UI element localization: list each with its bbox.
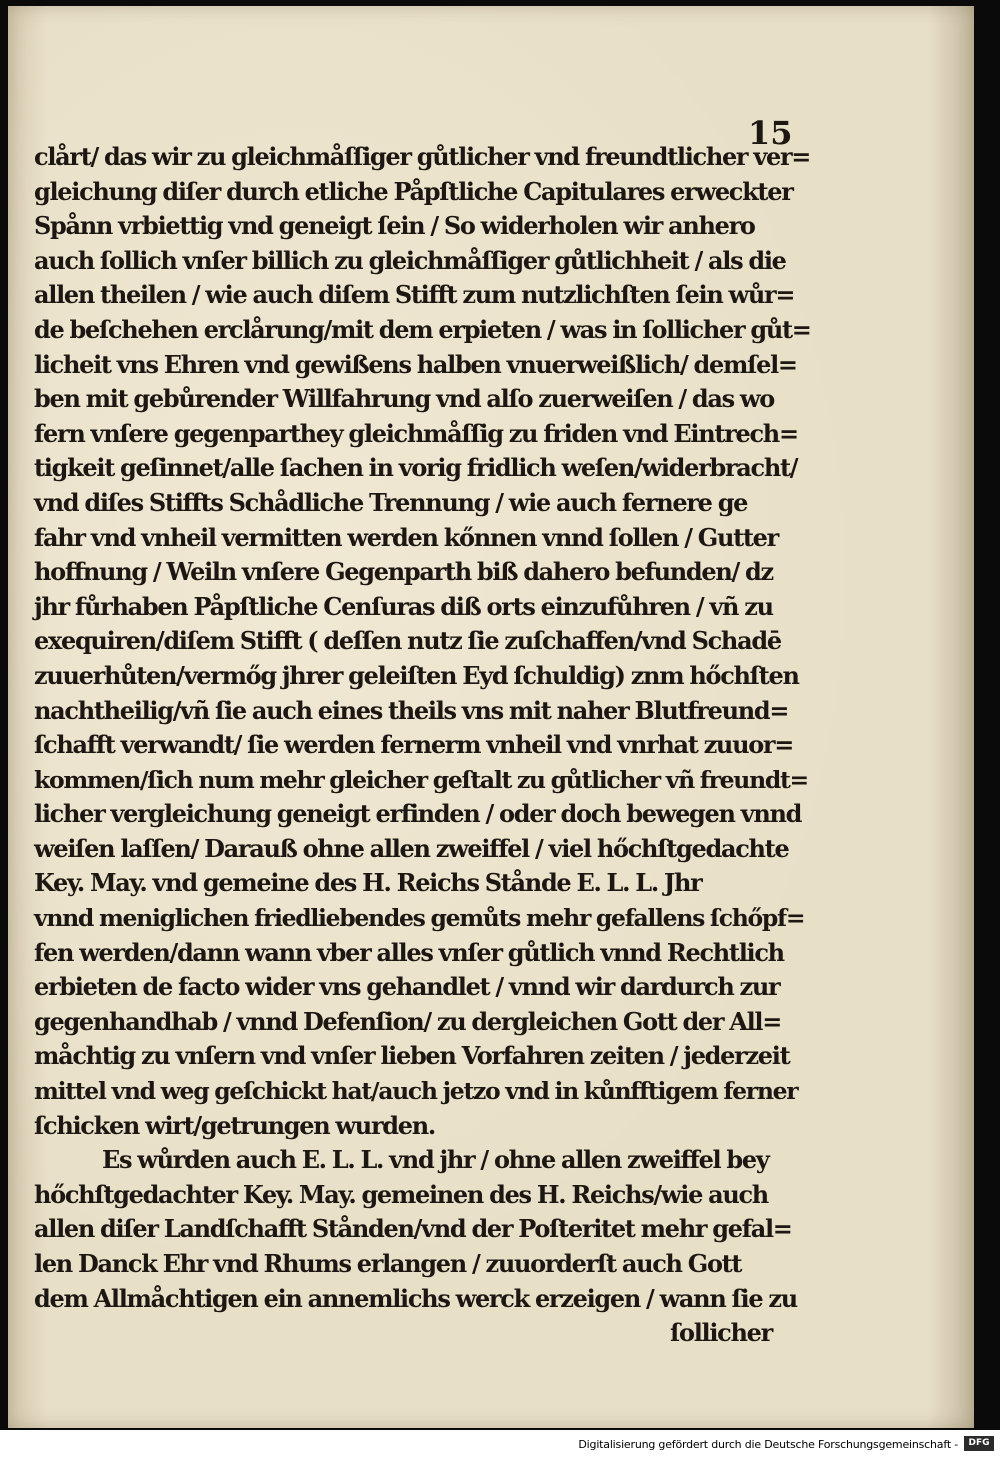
text-line: hoffnung / Weiln vnſere Gegenparth biß dahero befunden/ dz	[34, 557, 773, 587]
paragraph-start-line: Es wůrden auch E. L. L. vnd jhr / ohne allen zweiffel bey	[102, 1145, 769, 1175]
funding-credit: Digitalisierung gefördert durch die Deutsche Forschungsgemeinschaft -	[578, 1438, 958, 1451]
book-page	[8, 6, 974, 1428]
text-line: vnnd meniglichen friedliebendes gemůts mehr gefallens ſchőpf=	[34, 904, 805, 933]
text-line: dem Allmåchtigen ein annemlichs werck erzeigen / wann ſie zu	[34, 1283, 797, 1313]
text-line: fahr vnd vnheil vermitten werden kőnnen vnnd ſollen / Gutter	[34, 522, 778, 552]
text-line: erbieten de facto wider vns gehandlet / vnnd wir dardurch zur	[34, 972, 780, 1002]
text-line: ben mit gebůrender Willfahrung vnd alſo zuerweiſen / das wo	[34, 384, 775, 414]
text-line: allen diſer Landſchafft Stånden/vnd der Poſteritet mehr gefal=	[34, 1214, 792, 1244]
text-line: mittel vnd weg geſchickt hat/auch jetzo vnd in kůnfftigem ferner	[34, 1077, 798, 1106]
page-body-text	[34, 140, 814, 1351]
text-line: allen theilen / wie auch diſem Stifft zum nutzlichſten ſein wůr=	[34, 280, 795, 310]
text-line: licheit vns Ehren vnd gewißens halben vnuerweißlich/ demſel=	[34, 349, 797, 379]
text-line: ſchafft verwandt/ ſie werden fernerm vnheil vnd vnrhat zuuor=	[34, 730, 794, 760]
text-line: len Danck Ehr vnd Rhums erlangen / zuuorderſt auch Gott	[34, 1249, 742, 1278]
text-line: fen werden/dann wann vber alles vnſer gůtlich vnnd Rechtlich	[34, 937, 784, 967]
text-line: måchtig zu vnſern vnd vnſer lieben Vorfahren zeiten / jederzeit	[34, 1041, 790, 1071]
text-line: nachtheilig/vñ ſie auch eines theils vns mit naher Blutfreund=	[34, 695, 789, 725]
text-line: ſchicken wirt/getrungen wurden.	[34, 1110, 435, 1140]
dfg-logo: DFG	[964, 1436, 994, 1451]
page-number: 15	[748, 114, 793, 152]
text-line: gleichung diſer durch etliche Påpſtliche Capitulares erweckter	[34, 176, 793, 206]
text-line: zuuerhůten/vermőg jhrer geleiſten Eyd ſchuldig) znm hőchſten	[34, 660, 799, 690]
text-line: vnd diſes Stiffts Schådliche Trennung / wie auch fernere ge	[34, 487, 748, 517]
text-line: exequiren/diſem Stifft ( deſſen nutz ſie zuſchaffen/vnd Schadē	[34, 626, 781, 656]
text-line: fern vnſere gegenparthey gleichmåſſig zu friden vnd Eintrech=	[34, 418, 798, 448]
text-line: de beſchehen erclårung/mit dem erpieten / was in ſollicher gůt=	[34, 314, 811, 344]
text-line: licher vergleichung geneigt erfinden / oder doch bewegen vnnd	[34, 799, 802, 829]
text-line: weiſen laſſen/ Darauß ohne allen zweiffel / viel hőchſtgedachte	[34, 833, 789, 863]
text-line: hőchſtgedachter Key. May. gemeinen des H. Reichs/wie auch	[34, 1179, 768, 1209]
text-line: kommen/ſich num mehr gleicher geſtalt zu gůtlicher vñ freundt=	[34, 765, 808, 794]
text-line: jhr fůrhaben Påpſtliche Cenſuras diß orts einzufůhren / vñ zu	[34, 591, 773, 621]
text-line: Spånn vrbiettig vnd geneigt ſein / So widerholen wir anhero	[34, 211, 755, 241]
text-line: gegenhandhab / vnnd Defenſion/ zu dergleichen Gott der All=	[34, 1006, 782, 1036]
text-line: clårt/ das wir zu gleichmåſſiger gůtlicher vnd freundtlicher ver=	[34, 142, 811, 171]
text-line: tigkeit geſinnet/alle ſachen in vorig fridlich weſen/widerbracht/	[34, 453, 798, 483]
text-line: auch ſollich vnſer billich zu gleichmåſſiger gůtlichheit / als die	[34, 245, 786, 275]
text-line: Key. May. vnd gemeine des H. Reichs Stånde E. L. L. Jhr	[34, 868, 702, 898]
catchword: ſollicher	[670, 1318, 772, 1348]
